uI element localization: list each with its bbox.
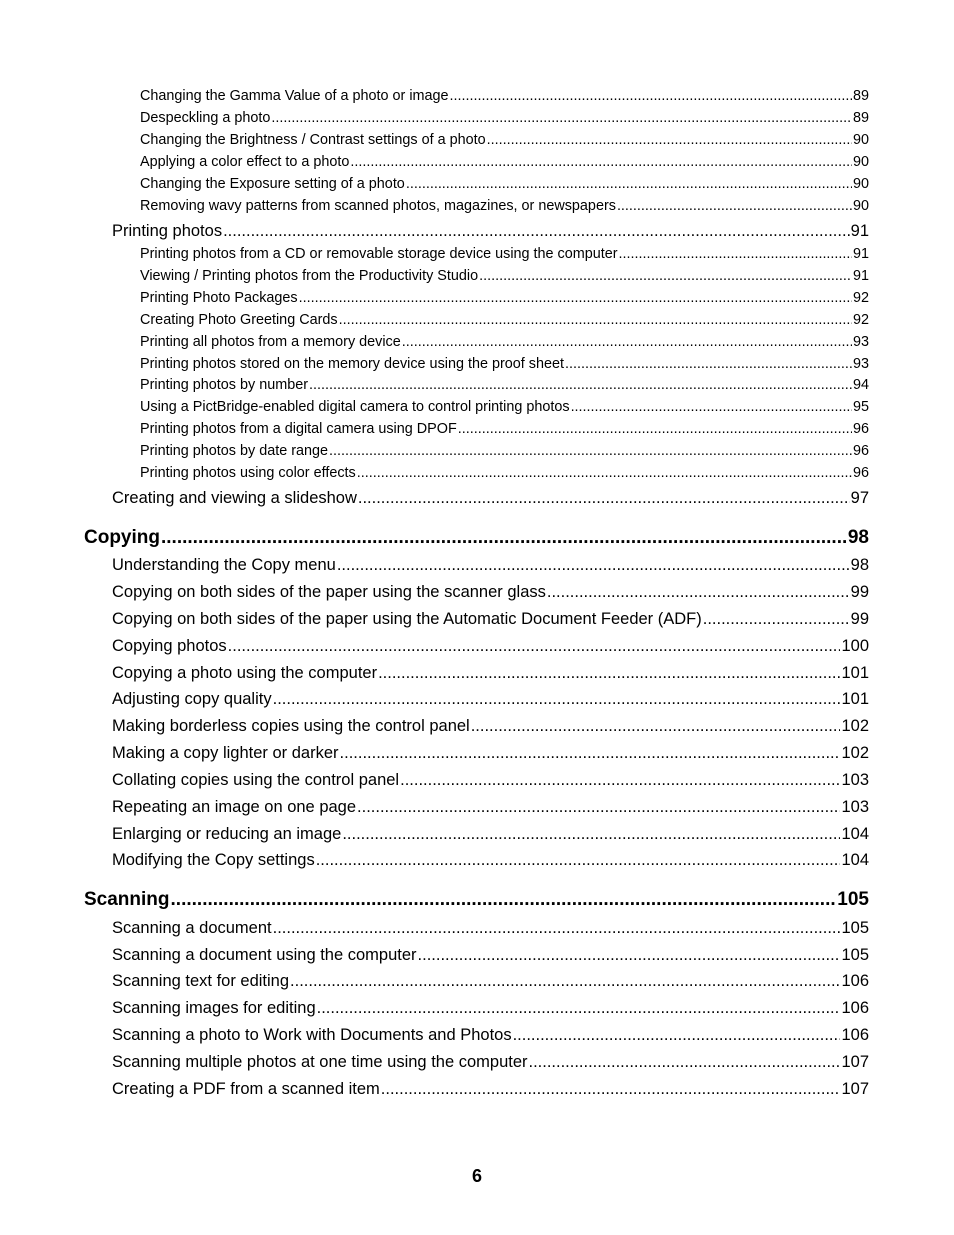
toc-leader-dots	[337, 556, 850, 575]
toc-leader-dots	[471, 717, 841, 736]
toc-entry[interactable]	[112, 946, 869, 965]
toc-leader-dots	[565, 356, 852, 372]
toc-entry[interactable]	[140, 334, 869, 350]
toc-leader-dots	[513, 1026, 841, 1045]
toc-entry-page: 99	[850, 610, 869, 628]
toc-leader-dots	[617, 198, 852, 214]
toc-entry-page: 103	[841, 771, 869, 789]
toc-leader-dots	[161, 527, 847, 549]
toc-leader-dots	[339, 312, 852, 328]
toc-leader-dots	[340, 744, 841, 763]
toc-entry-page: 106	[841, 972, 869, 990]
toc-entry[interactable]	[112, 717, 869, 736]
toc-entry[interactable]	[140, 198, 869, 214]
toc-leader-dots	[317, 999, 841, 1018]
toc-entry-page: 90	[852, 198, 869, 214]
toc-leader-dots	[273, 919, 841, 938]
toc-entry[interactable]	[140, 88, 869, 104]
toc-leader-dots	[358, 489, 850, 508]
toc-entry-page: 105	[841, 946, 869, 964]
toc-entry-page: 104	[841, 851, 869, 869]
toc-entry-page: 94	[852, 377, 869, 393]
toc-chapter-entry[interactable]	[84, 527, 869, 549]
toc-entry-title: Changing the Gamma Value of a photo or image	[140, 88, 449, 104]
toc-entry-page: 98	[850, 556, 869, 574]
toc-leader-dots	[619, 246, 852, 262]
toc-leader-dots	[402, 334, 852, 350]
toc-entry-title: Changing the Exposure setting of a photo	[140, 176, 405, 192]
toc-entry-page: 91	[852, 246, 869, 262]
toc-entry-page: 90	[852, 154, 869, 170]
toc-entry[interactable]	[112, 637, 869, 656]
toc-entry-title: Modifying the Copy settings	[112, 851, 315, 869]
toc-leader-dots	[273, 690, 841, 709]
toc-entry-page: 107	[841, 1080, 869, 1098]
toc-entry[interactable]	[140, 290, 869, 306]
toc-entry-page: 93	[852, 356, 869, 372]
toc-entry-title: Printing photos by date range	[140, 443, 329, 459]
toc-entry-title: Printing photos	[112, 222, 223, 240]
toc-entry[interactable]	[112, 583, 869, 602]
toc-entry-page: 90	[852, 132, 869, 148]
toc-entry-title: Removing wavy patterns from scanned photos, magazines, or newspapers	[140, 198, 616, 214]
toc-leader-dots	[571, 399, 852, 415]
toc-entry-page: 103	[841, 798, 869, 816]
toc-leader-dots	[228, 637, 841, 656]
toc-entry-title: Despeckling a photo	[140, 110, 271, 126]
toc-entry[interactable]	[140, 176, 869, 192]
toc-entry-title: Understanding the Copy menu	[112, 556, 336, 574]
toc-entry-title: Viewing / Printing photos from the Productivity Studio	[140, 268, 479, 284]
toc-entry-title: Printing Photo Packages	[140, 290, 298, 306]
toc-entry[interactable]	[140, 268, 869, 284]
toc-leader-dots	[487, 132, 852, 148]
toc-leader-dots	[223, 222, 850, 241]
toc-entry-title: Printing all photos from a memory device	[140, 334, 401, 350]
toc-entry-title: Applying a color effect to a photo	[140, 154, 350, 170]
toc-leader-dots	[458, 421, 852, 437]
toc-entry[interactable]	[140, 443, 869, 459]
toc-entry-page: 101	[841, 664, 869, 682]
toc-entry-page: 92	[852, 290, 869, 306]
toc-entry-title: Creating a PDF from a scanned item	[112, 1080, 380, 1098]
toc-entry-page: 98	[847, 527, 869, 548]
toc-leader-dots	[357, 798, 840, 817]
toc-entry[interactable]	[112, 489, 869, 508]
toc-leader-dots	[342, 825, 840, 844]
toc-leader-dots	[703, 610, 850, 629]
toc-entry-title: Scanning	[84, 889, 170, 910]
toc-entry-title: Printing photos from a digital camera using DPOF	[140, 421, 457, 437]
toc-entry[interactable]	[112, 972, 869, 991]
toc-entry-page: 102	[841, 744, 869, 762]
toc-leader-dots	[357, 465, 852, 481]
toc-entry[interactable]	[112, 664, 869, 683]
toc-entry-page: 89	[852, 110, 869, 126]
toc-entry[interactable]	[112, 1053, 869, 1072]
toc-entry-title: Scanning text for editing	[112, 972, 290, 990]
toc-entry-title: Enlarging or reducing an image	[112, 825, 342, 843]
toc-entry-title: Scanning images for editing	[112, 999, 316, 1017]
toc-entry-title: Changing the Brightness / Contrast settings of a photo	[140, 132, 486, 148]
toc-entry[interactable]	[140, 356, 869, 372]
toc-entry-title: Printing photos by number	[140, 377, 308, 393]
toc-entry-page: 105	[837, 889, 869, 910]
toc-leader-dots	[547, 583, 850, 602]
toc-entry-title: Making a copy lighter or darker	[112, 744, 339, 762]
toc-entry[interactable]	[140, 465, 869, 481]
toc-entry[interactable]	[140, 132, 869, 148]
toc-entry-title: Copying a photo using the computer	[112, 664, 378, 682]
toc-entry-title: Scanning a document	[112, 919, 272, 937]
toc-entry-page: 96	[852, 421, 869, 437]
toc-entry[interactable]	[140, 312, 869, 328]
toc-entry[interactable]	[112, 222, 869, 241]
toc-entry-title: Scanning a document using the computer	[112, 946, 417, 964]
toc-entry[interactable]	[112, 744, 869, 763]
toc-entry-page: 93	[852, 334, 869, 350]
toc-entry[interactable]	[112, 610, 869, 629]
toc-leader-dots	[529, 1053, 841, 1072]
toc-entry-page: 107	[841, 1053, 869, 1071]
toc-entry-title: Adjusting copy quality	[112, 690, 272, 708]
toc-chapter-entry[interactable]	[84, 889, 869, 911]
toc-entry[interactable]	[112, 825, 869, 844]
toc-entry-title: Copying on both sides of the paper using the Automatic Document Feeder (ADF)	[112, 610, 702, 628]
toc-entry-page: 97	[850, 489, 869, 507]
toc-entry[interactable]	[140, 154, 869, 170]
toc-leader-dots	[271, 110, 852, 126]
toc-entry-page: 99	[850, 583, 869, 601]
toc-entry[interactable]	[112, 1080, 869, 1099]
toc-entry-title: Collating copies using the control panel	[112, 771, 400, 789]
toc-entry-page: 106	[841, 999, 869, 1017]
toc-entry-title: Printing photos using color effects	[140, 465, 356, 481]
toc-leader-dots	[479, 268, 852, 284]
toc-entry[interactable]	[112, 771, 869, 790]
toc-entry-title: Making borderless copies using the control panel	[112, 717, 470, 735]
toc-entry[interactable]	[140, 246, 869, 262]
toc-leader-dots	[381, 1080, 841, 1099]
toc-leader-dots	[171, 889, 837, 911]
toc-entry[interactable]	[112, 999, 869, 1018]
toc-entry-page: 90	[852, 176, 869, 192]
toc-entry-page: 92	[852, 312, 869, 328]
toc-entry-title: Copying	[84, 527, 160, 548]
toc-entry[interactable]	[140, 399, 869, 415]
toc-entry-page: 106	[841, 1026, 869, 1044]
toc-entry-title: Creating Photo Greeting Cards	[140, 312, 338, 328]
toc-entry-title: Copying on both sides of the paper using the scanner glass	[112, 583, 546, 601]
toc-entry[interactable]	[112, 556, 869, 575]
toc-leader-dots	[329, 443, 852, 459]
toc-entry-page: 101	[841, 690, 869, 708]
toc-entry-page: 91	[850, 222, 869, 240]
toc-leader-dots	[316, 851, 841, 870]
toc-entry-title: Using a PictBridge-enabled digital camera to control printing photos	[140, 399, 570, 415]
toc-entry-title: Scanning a photo to Work with Documents and Photos	[112, 1026, 512, 1044]
toc-entry-title: Scanning multiple photos at one time using the computer	[112, 1053, 528, 1071]
toc-entry-page: 96	[852, 443, 869, 459]
page-number: 6	[471, 1166, 482, 1186]
toc-entry[interactable]	[140, 421, 869, 437]
toc-entry[interactable]	[112, 798, 869, 817]
toc-entry[interactable]	[140, 377, 869, 393]
toc-entry-page: 89	[852, 88, 869, 104]
toc-entry-page: 95	[852, 399, 869, 415]
toc-leader-dots	[299, 290, 852, 306]
toc-entry-page: 105	[841, 919, 869, 937]
toc-entry-page: 96	[852, 465, 869, 481]
toc-entry[interactable]	[112, 919, 869, 938]
toc-entry-title: Creating and viewing a slideshow	[112, 489, 357, 507]
toc-entry[interactable]	[112, 851, 869, 870]
toc-entry-page: 104	[841, 825, 869, 843]
toc-entry-title: Repeating an image on one page	[112, 798, 357, 816]
toc-entry-page: 102	[841, 717, 869, 735]
toc-entry[interactable]	[112, 690, 869, 709]
toc-leader-dots	[309, 377, 852, 393]
toc-leader-dots	[418, 946, 841, 965]
toc-leader-dots	[290, 972, 840, 991]
toc-entry[interactable]	[112, 1026, 869, 1045]
toc-leader-dots	[378, 664, 840, 683]
toc-entry-title: Copying photos	[112, 637, 227, 655]
toc-leader-dots	[406, 176, 852, 192]
toc-entry-title: Printing photos stored on the memory device using the proof sheet	[140, 356, 564, 372]
toc-entry-page: 91	[852, 268, 869, 284]
toc-leader-dots	[350, 154, 852, 170]
toc-entry-page: 100	[841, 637, 869, 655]
toc-leader-dots	[400, 771, 840, 790]
toc-leader-dots	[450, 88, 852, 104]
toc-entry-title: Printing photos from a CD or removable storage device using the computer	[140, 246, 618, 262]
toc-entry[interactable]	[140, 110, 869, 126]
